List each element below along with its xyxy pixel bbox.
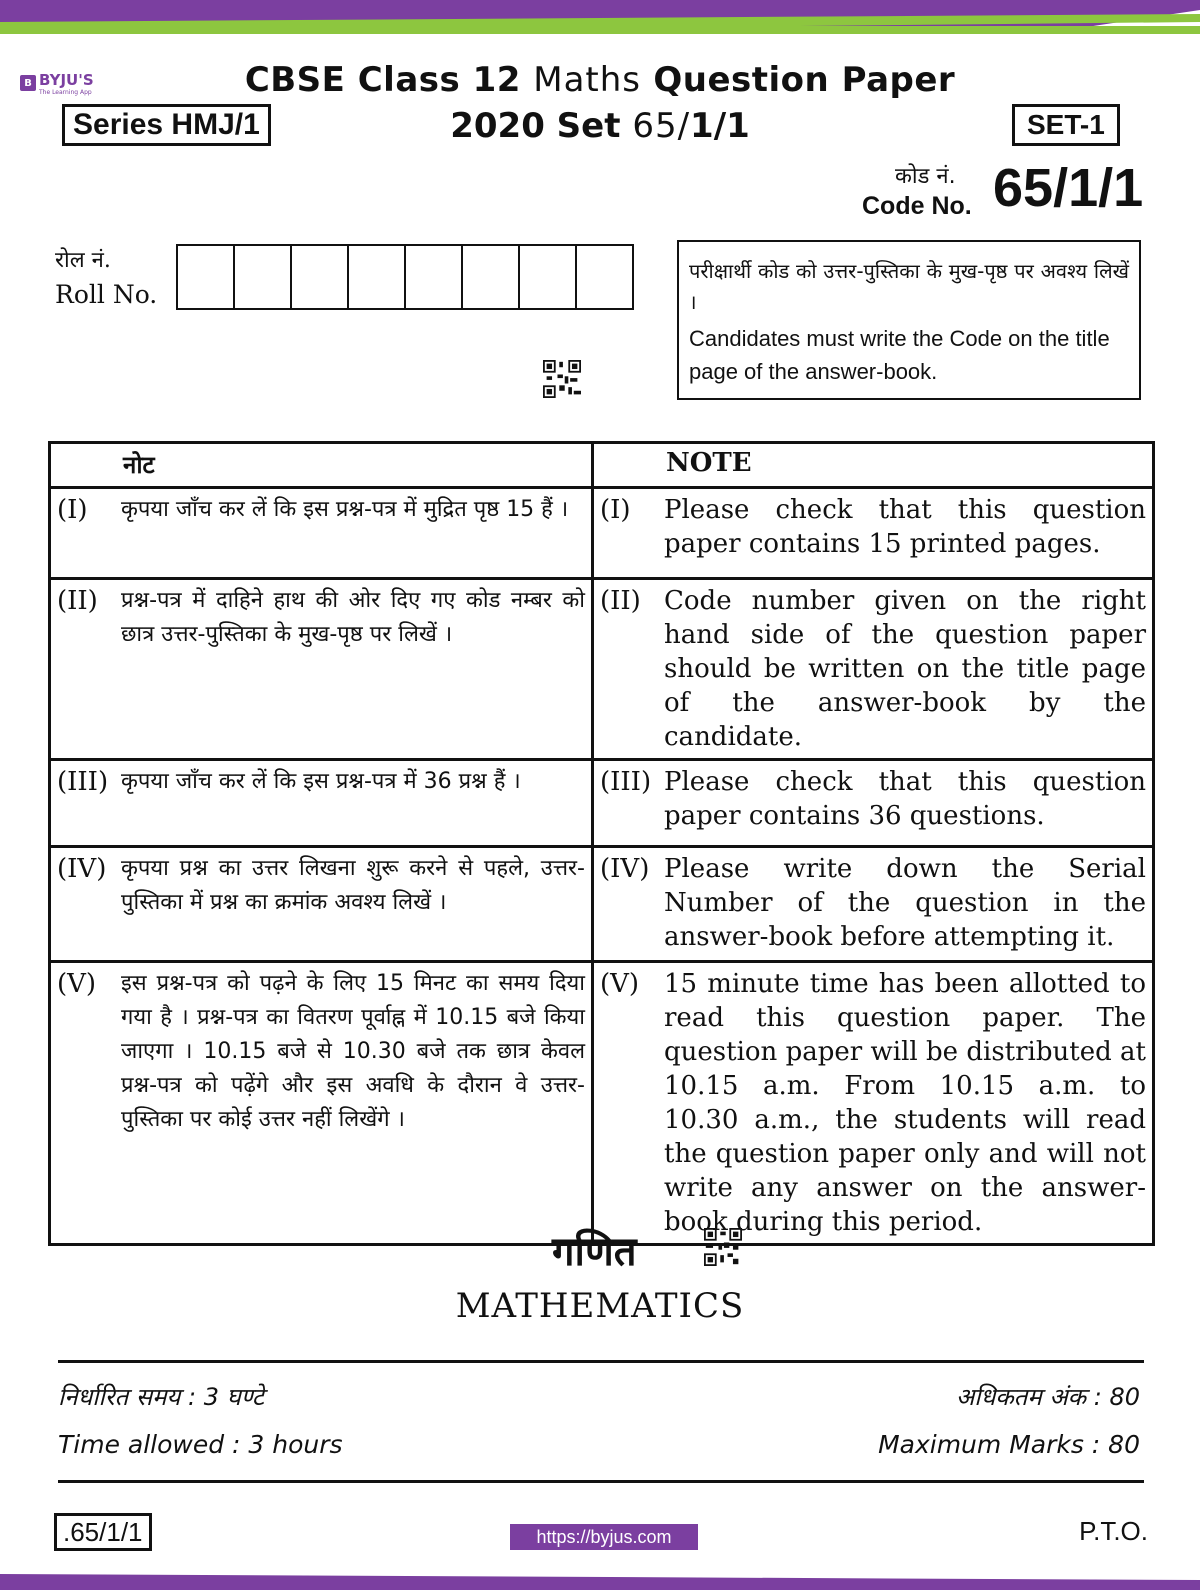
divider [58, 1480, 1144, 1483]
footer-code: .65/1/1 [54, 1513, 152, 1551]
notes-header-hindi: नोट [50, 443, 593, 488]
table-row [50, 488, 1154, 579]
notes-header-row [50, 443, 1154, 488]
note-text-hindi: कृपया प्रश्न का उत्तर लिखना शुरू करने से पहले, उत्तर-पुस्तिका में प्रश्न का क्रमांक अवश्य लिखें । [121, 856, 585, 915]
top-decorative-bar [0, 0, 1200, 34]
table-row [50, 962, 1154, 1245]
qr-code-icon [543, 360, 581, 398]
set-badge: SET-1 [1012, 104, 1120, 146]
note-number: (I) [57, 495, 88, 525]
max-marks: Maximum Marks : 80 [878, 1430, 1140, 1459]
note-text-english: Please check that this question paper contains 36 questions. [664, 767, 1146, 831]
roll-label-hindi: रोल नं. [55, 248, 111, 273]
subject-title-hindi: गणित [552, 1229, 637, 1275]
note-number: (V) [600, 969, 640, 999]
roll-label: Roll No. [55, 280, 158, 309]
roll-box[interactable] [349, 246, 406, 308]
note-text-english: Code number given on the right hand side of the question paper should be written on the title page of the answer-book by the candidate. [664, 586, 1146, 752]
note-text-hindi: कृपया जाँच कर लें कि इस प्रश्न-पत्र में 36 प्रश्न हैं । [121, 769, 521, 794]
note-number: (IV) [57, 854, 107, 884]
table-row [50, 579, 1154, 760]
page-subtitle: 2020 Set 65/1/1 [450, 106, 750, 146]
byjus-logo-icon: B [20, 75, 36, 91]
note-number: (II) [600, 586, 641, 616]
table-row [50, 847, 1154, 962]
note-number: (IV) [600, 854, 650, 884]
note-number: (III) [57, 767, 109, 797]
note-number: (III) [600, 767, 652, 797]
roll-box[interactable] [463, 246, 520, 308]
time-allowed-hindi: निर्धारित समय : 3 घण्टे [58, 1383, 265, 1411]
max-marks-hindi: अधिकतम अंक : 80 [955, 1383, 1140, 1411]
table-row [50, 760, 1154, 847]
code-value: 65/1/1 [993, 158, 1144, 218]
note-number: (II) [57, 586, 98, 616]
instruction-hindi: परीक्षार्थी कोड को उत्तर-पुस्तिका के मुख-पृष्ठ पर अवश्य लिखें । [689, 259, 1129, 314]
notes-table [48, 441, 1155, 1246]
note-text-hindi: इस प्रश्न-पत्र को पढ़ने के लिए 15 मिनट का समय दिया गया है । प्रश्न-पत्र का वितरण पूर्वाह्न में 10.15 बजे किया जाएगा । 10.15 बजे से 10.30 बजे तक छात्र केवल प्रश्न-पत्र को पढ़ेंगे और इस अवधि के दौरान वे उत्तर-पुस्तिका पर कोई उत्तर नहीं लिखेंगे । [121, 971, 585, 1132]
page-title: CBSE Class 12 Maths Question Paper [244, 60, 956, 100]
roll-box[interactable] [292, 246, 349, 308]
code-label: Code No. [862, 192, 972, 220]
roll-box[interactable] [577, 246, 632, 308]
subject-title: MATHEMATICS [455, 1286, 745, 1326]
note-text-english: 15 minute time has been allotted to read this question paper. The question paper will be distributed at 10.15 a.m. From 10.15 a.m. to 10.30 a.m., the students will read the question paper only and will not write any answer on the answer-book during this period. [664, 969, 1146, 1237]
divider [58, 1360, 1144, 1363]
note-text-english: Please check that this question paper contains 15 printed pages. [664, 495, 1146, 559]
note-number: (I) [600, 495, 631, 525]
notes-header-english: NOTE [593, 443, 1154, 488]
time-allowed: Time allowed : 3 hours [58, 1430, 343, 1459]
instruction-english: Candidates must write the Code on the title page of the answer-book. [689, 326, 1110, 384]
roll-box[interactable] [235, 246, 292, 308]
roll-box[interactable] [178, 246, 235, 308]
note-number: (V) [57, 969, 97, 999]
note-text-hindi: कृपया जाँच कर लें कि इस प्रश्न-पत्र में मुद्रित पृष्ठ 15 हैं । [121, 497, 569, 522]
logo-text: BYJU'S [39, 71, 94, 89]
roll-box[interactable] [406, 246, 463, 308]
logo-tagline: The Learning App [39, 89, 92, 96]
code-label-hindi: कोड नं. [895, 164, 956, 189]
bottom-decorative-bar [0, 1574, 1200, 1590]
website-link[interactable]: https://byjus.com [510, 1524, 698, 1550]
candidate-instruction-box [677, 240, 1141, 400]
series-badge: Series HMJ/1 [62, 104, 271, 146]
roll-box[interactable] [520, 246, 577, 308]
note-text-english: Please write down the Serial Number of the question in the answer-book before attempting it. [664, 854, 1146, 952]
pto-label: P.T.O. [1079, 1516, 1148, 1546]
roll-number-boxes[interactable] [176, 244, 634, 310]
note-text-hindi: प्रश्न-पत्र में दाहिने हाथ की ओर दिए गए कोड नम्बर को छात्र उत्तर-पुस्तिका के मुख-पृष्ठ पर लिखें । [121, 588, 585, 647]
